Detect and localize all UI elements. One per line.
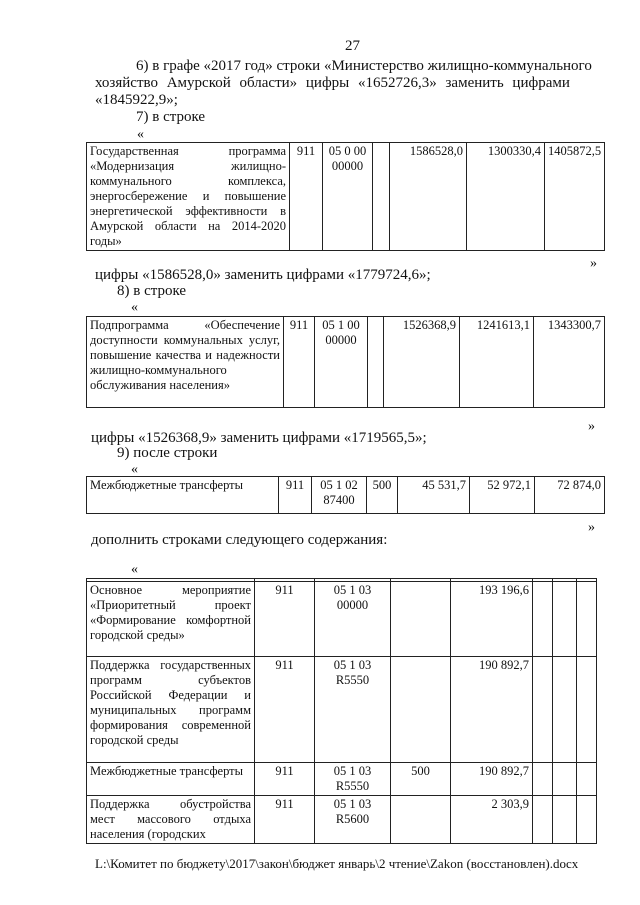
open-quote-1: « [137, 127, 144, 142]
table-row [87, 317, 605, 408]
row-vr [373, 143, 390, 251]
row-value-3: 1343300,7 [534, 317, 605, 408]
footer-file-path: L:\Комитет по бюджету\2017\закон\бюджет январь\2 чтение\Zakon (восстановлен).docx [95, 856, 579, 871]
row-name: Подпрограмма «Обеспечение доступности коммунальных услуг, повышение качества и надежности жилищно-коммунального обслуживания населения» [87, 317, 284, 408]
row-section: 05 0 00 00000 [323, 143, 373, 251]
row-section: 05 1 03 R5550 [315, 657, 391, 763]
row-section: 05 1 03 R5600 [315, 796, 391, 844]
close-quote-2: » [588, 419, 595, 434]
table-row [87, 657, 597, 763]
row-code: 911 [255, 796, 315, 844]
row-value-2: 52 972,1 [470, 477, 535, 514]
row-value-3: 72 874,0 [535, 477, 605, 514]
table-row [87, 477, 605, 514]
table-row [87, 796, 597, 844]
row-name: Поддержка государственных программ субъектов Российской Федерации и муниципальных программ формирования современной городской среды [87, 657, 255, 763]
para6-line2: хозяйство Амурской области» цифры «1652726,3» заменить цифрами [95, 75, 570, 91]
add-rows-text: дополнить строками следующего содержания: [91, 532, 388, 548]
para6-line1: 6) в графе «2017 год» строки «Министерство жилищно-коммунального [136, 58, 592, 74]
replace7-text: цифры «1586528,0» заменить цифрами «1779724,6»; [95, 267, 431, 283]
item8-heading: 8) в строке [117, 283, 187, 299]
row-name: Основное мероприятие «Приоритетный проект «Формирование комфортной городской среды» [87, 582, 255, 657]
row-code: 911 [290, 143, 323, 251]
row-empty-cell [553, 582, 577, 657]
row-empty-cell [553, 657, 577, 763]
close-quote-3: » [588, 520, 595, 535]
row-section: 05 1 02 87400 [312, 477, 367, 514]
row-code: 911 [255, 657, 315, 763]
row-name: Межбюджетные трансферты [87, 763, 255, 796]
open-quote-4: « [131, 562, 138, 577]
row-value-1: 2 303,9 [451, 796, 533, 844]
row-vr [391, 657, 451, 763]
row-name: Межбюджетные трансферты [87, 477, 279, 514]
row-code: 911 [284, 317, 315, 408]
item9-heading: 9) после строки [117, 445, 218, 461]
row-empty-cell [533, 582, 553, 657]
row-name: Государственная программа «Модернизация жилищно-коммунального комплекса, энергосбережение и повышение энергетической эффективности в Амурской области на 2014-2020 годы» [87, 143, 290, 251]
para6-line3: «1845922,9»; [95, 92, 178, 108]
row-empty-cell [533, 796, 553, 844]
row-empty-cell [533, 657, 553, 763]
row-value-1: 190 892,7 [451, 763, 533, 796]
row-vr [391, 582, 451, 657]
row-empty-cell [577, 657, 597, 763]
row-empty-cell [577, 582, 597, 657]
row-empty-cell [553, 763, 577, 796]
row-empty-cell [553, 796, 577, 844]
row-section: 05 1 03 00000 [315, 582, 391, 657]
table-9 [86, 476, 605, 514]
row-value-1: 190 892,7 [451, 657, 533, 763]
row-name: Поддержка обустройства мест массового отдыха населения (городских [87, 796, 255, 844]
row-empty-cell [533, 763, 553, 796]
item7-heading: 7) в строке [136, 109, 206, 125]
table-8 [86, 316, 605, 408]
row-vr [368, 317, 384, 408]
row-empty-cell [577, 796, 597, 844]
row-value-3: 1405872,5 [545, 143, 605, 251]
row-empty-cell [577, 763, 597, 796]
table-row [87, 143, 605, 251]
row-vr: 500 [367, 477, 398, 514]
table-row [87, 582, 597, 657]
row-code: 911 [255, 582, 315, 657]
close-quote-1: » [590, 256, 597, 271]
row-section: 05 1 00 00000 [315, 317, 368, 408]
open-quote-3: « [131, 462, 138, 477]
row-value-1: 1586528,0 [390, 143, 467, 251]
row-vr [391, 796, 451, 844]
row-section: 05 1 03 R5550 [315, 763, 391, 796]
row-code: 911 [279, 477, 312, 514]
row-value-1: 45 531,7 [398, 477, 470, 514]
page-number: 27 [345, 38, 360, 54]
row-value-2: 1300330,4 [467, 143, 545, 251]
table-row [87, 763, 597, 796]
table-7 [86, 142, 605, 251]
row-code: 911 [255, 763, 315, 796]
replace8-text: цифры «1526368,9» заменить цифрами «1719565,5»; [91, 430, 427, 446]
open-quote-2: « [131, 300, 138, 315]
table-new-rows [86, 578, 597, 844]
row-value-1: 1526368,9 [384, 317, 460, 408]
row-vr: 500 [391, 763, 451, 796]
row-value-2: 1241613,1 [460, 317, 534, 408]
row-value-1: 193 196,6 [451, 582, 533, 657]
